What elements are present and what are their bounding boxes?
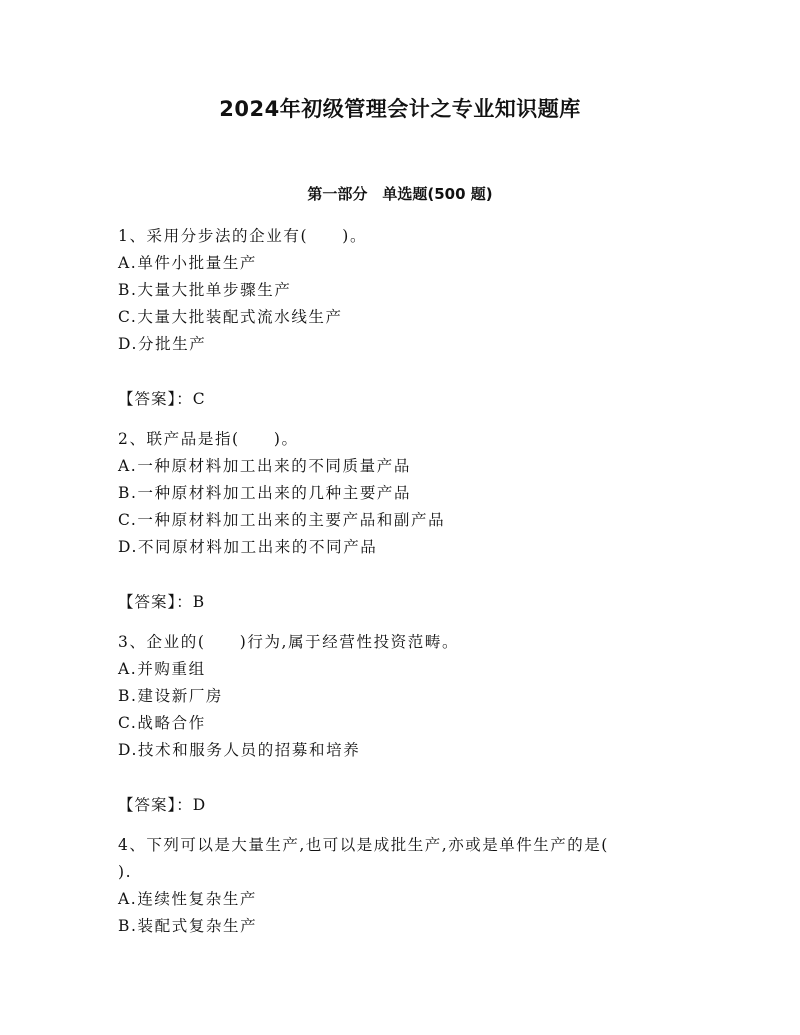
question-stem: 1、采用分步法的企业有( )。: [118, 227, 368, 245]
question-option: A.一种原材料加工出来的不同质量产品: [118, 457, 411, 475]
question-option: D.技术和服务人员的招募和培养: [118, 741, 361, 759]
question-option: B.一种原材料加工出来的几种主要产品: [118, 484, 412, 502]
answer-line: 【答案】：C: [118, 390, 206, 408]
question-stem: 3、企业的( )行为,属于经营性投资范畴。: [118, 633, 460, 651]
question-option: B.建设新厂房: [118, 687, 224, 705]
question-stem-continued: ).: [118, 863, 133, 881]
question-stem: 2、联产品是指( )。: [118, 430, 299, 448]
question-option: A.连续性复杂生产: [118, 890, 258, 908]
question-option: B.大量大批单步骤生产: [118, 281, 292, 299]
question-option: C.一种原材料加工出来的主要产品和副产品: [118, 511, 446, 529]
question-option: C.战略合作: [118, 714, 206, 732]
question-stem: 4、下列可以是大量生产,也可以是成批生产,亦或是单件生产的是(: [118, 836, 609, 854]
question-option: D.分批生产: [118, 335, 207, 353]
question-option: C.大量大批装配式流水线生产: [118, 308, 343, 326]
answer-line: 【答案】：D: [118, 796, 207, 814]
question-option: D.不同原材料加工出来的不同产品: [118, 538, 378, 556]
question-option: A.单件小批量生产: [118, 254, 258, 272]
question-option: A.并购重组: [118, 660, 206, 678]
document-title: 2024年初级管理会计之专业知识题库: [219, 97, 581, 121]
section-title: 第一部分 单选题(500 题): [307, 185, 493, 203]
question-option: B.装配式复杂生产: [118, 917, 258, 935]
answer-line: 【答案】：B: [118, 593, 206, 611]
